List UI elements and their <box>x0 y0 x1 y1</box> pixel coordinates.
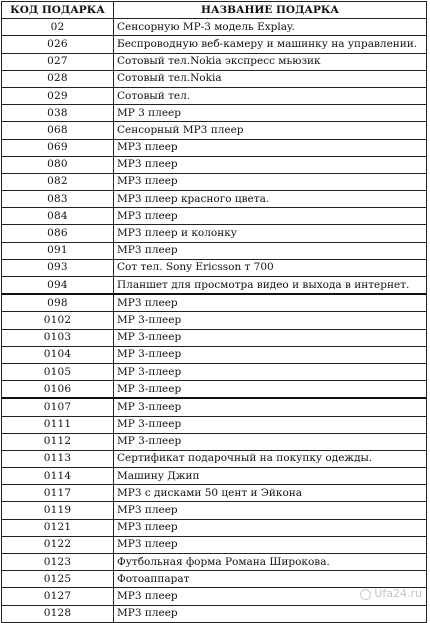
table-row <box>2 502 427 519</box>
gift-code: 091 <box>2 242 114 259</box>
gift-code: 02 <box>2 19 114 36</box>
table-row <box>2 312 427 329</box>
gift-code: 0122 <box>2 536 114 553</box>
table-row <box>2 416 427 433</box>
table-row <box>2 87 427 104</box>
table-row <box>2 363 427 380</box>
table-row <box>2 122 427 139</box>
table-row <box>2 173 427 190</box>
gift-name: МР3 плеер <box>114 294 427 312</box>
table-row <box>2 259 427 276</box>
table-row <box>2 329 427 346</box>
table-row <box>2 605 427 622</box>
watermark <box>358 587 422 600</box>
table-header-row <box>2 2 427 19</box>
table-row <box>2 571 427 588</box>
gift-name: Планшет для просмотра видео и выхода в интернет. <box>114 277 427 295</box>
gift-table <box>1 1 427 623</box>
table-row <box>2 139 427 156</box>
gift-code: 038 <box>2 105 114 122</box>
gift-name: МР3 плеер <box>114 536 427 553</box>
table-row <box>2 225 427 242</box>
gift-name: МР 3-плеер <box>114 329 427 346</box>
gift-code: 028 <box>2 70 114 87</box>
table-row <box>2 294 427 312</box>
table-row <box>2 381 427 399</box>
gift-name: МР3 плеер <box>114 139 427 156</box>
gift-name: МР3 плеер <box>114 519 427 536</box>
gift-code: 098 <box>2 294 114 312</box>
table-row <box>2 53 427 70</box>
gift-code: 0113 <box>2 450 114 467</box>
gift-name: Сертификат подарочный на покупку одежды. <box>114 450 427 467</box>
gift-code: 0107 <box>2 398 114 416</box>
table-row <box>2 398 427 416</box>
gift-code: 0102 <box>2 312 114 329</box>
table-row <box>2 156 427 173</box>
gift-name: МР3 плеер и колонку <box>114 225 427 242</box>
table-body <box>2 19 427 623</box>
gift-name: МР3 плеер <box>114 588 427 605</box>
gift-code: 0125 <box>2 571 114 588</box>
gift-code: 0103 <box>2 329 114 346</box>
gift-name: МР 3-плеер <box>114 416 427 433</box>
gift-name: Сот тел. Sony Ericsson т 700 <box>114 259 427 276</box>
gift-code: 0123 <box>2 554 114 571</box>
header-code: КОД ПОДАРКА <box>2 2 114 19</box>
gift-name: МР3 с дисками 50 цент и Эйкона <box>114 485 427 502</box>
gift-name: Сотовый тел.Nokia экспресс мьюзик <box>114 53 427 70</box>
gift-code: 093 <box>2 259 114 276</box>
gift-name: Сенсорную МР-3 модель Explay. <box>114 19 427 36</box>
table-row <box>2 242 427 259</box>
gift-name: МР3 плеер <box>114 242 427 259</box>
gift-code: 083 <box>2 191 114 208</box>
gift-name: Сотовый тел.Nokia <box>114 70 427 87</box>
gift-name: МР3 плеер <box>114 208 427 225</box>
table-row <box>2 433 427 450</box>
table-row <box>2 208 427 225</box>
gift-code: 068 <box>2 122 114 139</box>
gift-code: 0128 <box>2 605 114 622</box>
gift-name: МР 3-плеер <box>114 312 427 329</box>
watermark-text: Ufa24.ru <box>374 587 422 600</box>
gift-code: 026 <box>2 36 114 53</box>
gift-code: 0117 <box>2 485 114 502</box>
table-row <box>2 70 427 87</box>
gift-name: Фотоаппарат <box>114 571 427 588</box>
gift-code: 094 <box>2 277 114 295</box>
gift-code: 0111 <box>2 416 114 433</box>
gift-code: 0112 <box>2 433 114 450</box>
gift-code: 0106 <box>2 381 114 399</box>
gift-name: МР 3-плеер <box>114 346 427 363</box>
table-row <box>2 277 427 295</box>
gift-code: 027 <box>2 53 114 70</box>
table-row <box>2 19 427 36</box>
gift-name: Сотовый тел. <box>114 87 427 104</box>
gift-name: МР3 плеер <box>114 605 427 622</box>
gift-code: 084 <box>2 208 114 225</box>
gift-code: 082 <box>2 173 114 190</box>
gift-name: МР3 плеер красного цвета. <box>114 191 427 208</box>
gift-code: 0114 <box>2 468 114 485</box>
table-row <box>2 191 427 208</box>
gift-name: МР 3 плеер <box>114 105 427 122</box>
table-row <box>2 554 427 571</box>
gift-name: Машину Джип <box>114 468 427 485</box>
gift-name: МР 3-плеер <box>114 433 427 450</box>
gift-name: Сенсорный МР3 плеер <box>114 122 427 139</box>
gift-code: 069 <box>2 139 114 156</box>
gift-code: 029 <box>2 87 114 104</box>
table-row <box>2 450 427 467</box>
table-row <box>2 468 427 485</box>
table-row <box>2 105 427 122</box>
gift-name: МР3 плеер <box>114 156 427 173</box>
gift-name: МР 3-плеер <box>114 363 427 380</box>
table-row <box>2 519 427 536</box>
gift-code: 086 <box>2 225 114 242</box>
gift-code: 0105 <box>2 363 114 380</box>
site-logo-icon <box>358 588 372 600</box>
gift-name: МР 3-плеер <box>114 398 427 416</box>
gift-code: 0121 <box>2 519 114 536</box>
gift-code: 0119 <box>2 502 114 519</box>
gift-name: МР3 плеер <box>114 173 427 190</box>
gift-code: 080 <box>2 156 114 173</box>
gift-name: Беспроводную веб-камеру и машинку на управлении. <box>114 36 427 53</box>
gift-code: 0127 <box>2 588 114 605</box>
table-row <box>2 536 427 553</box>
gift-name: Футбольная форма Романа Широкова. <box>114 554 427 571</box>
table-row <box>2 346 427 363</box>
table-row <box>2 485 427 502</box>
gift-code: 0104 <box>2 346 114 363</box>
gift-name: МР 3-плеер <box>114 381 427 399</box>
table-row <box>2 36 427 53</box>
gift-name: МР3 плеер <box>114 502 427 519</box>
header-name: НАЗВАНИЕ ПОДАРКА <box>114 2 427 19</box>
